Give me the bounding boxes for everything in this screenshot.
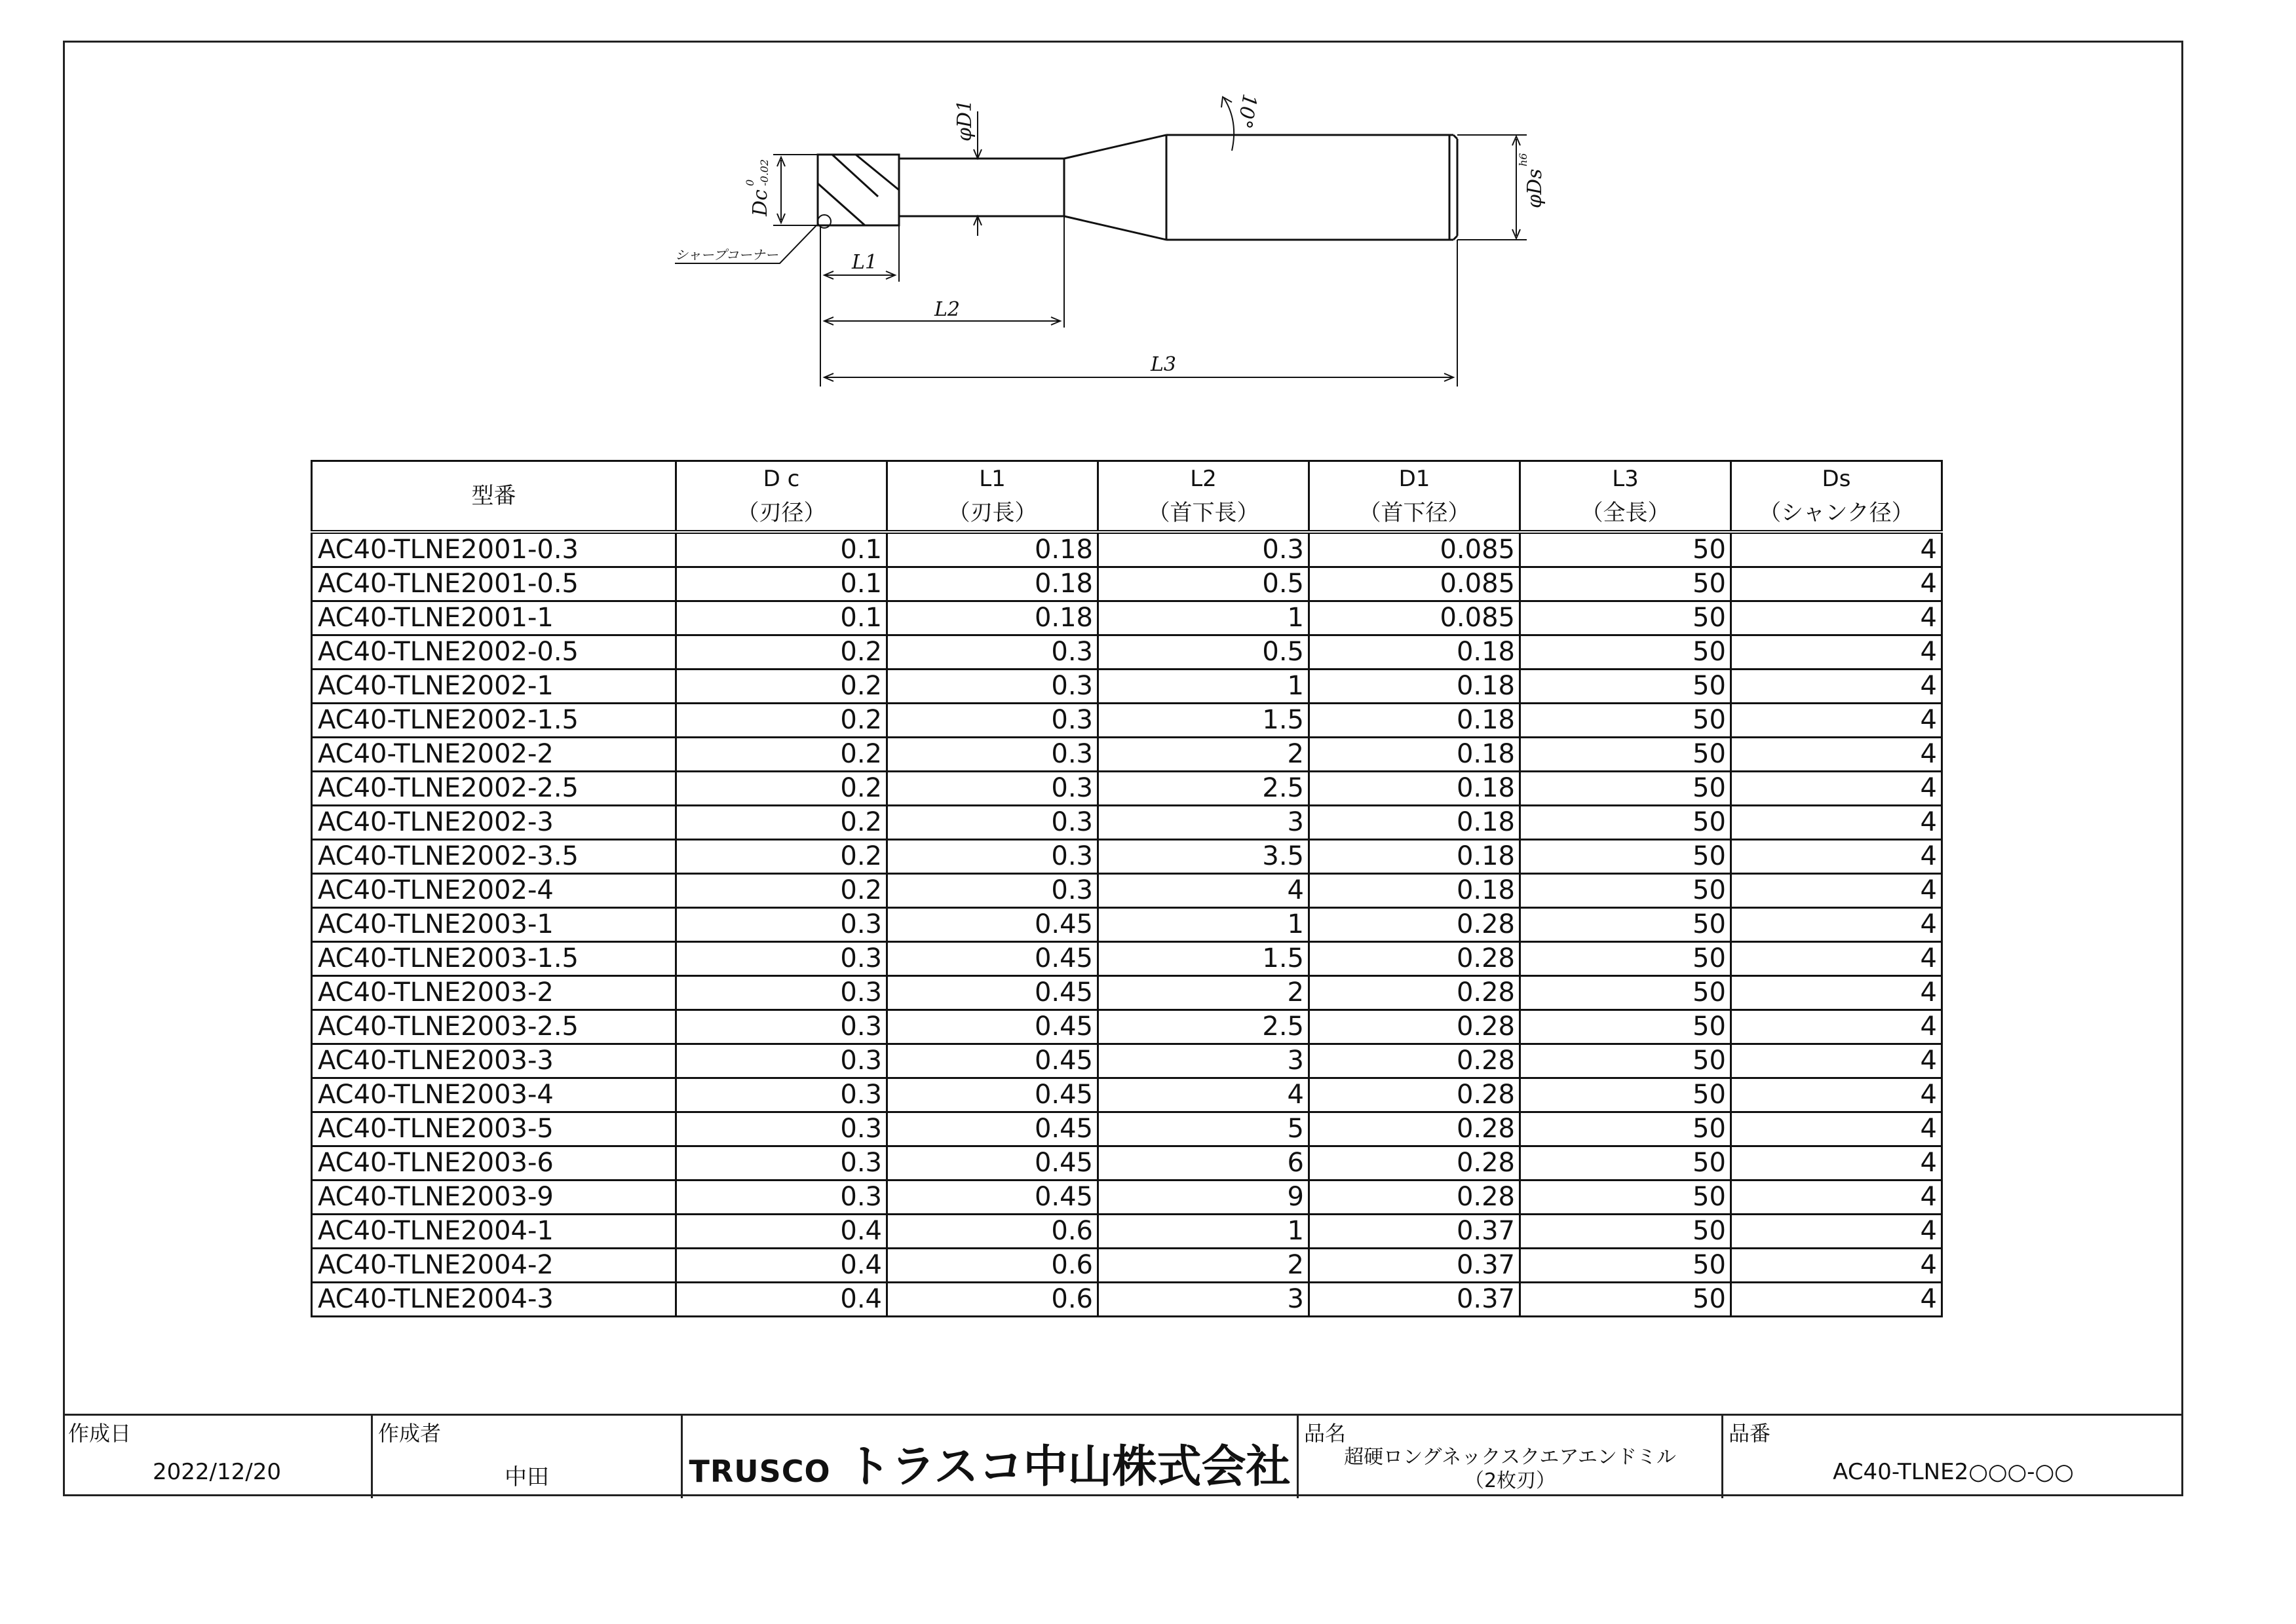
dim-l3-label: L3 bbox=[1151, 353, 1177, 376]
dim-d1-label: φD1 bbox=[953, 99, 976, 142]
column-header-sub: （全長） bbox=[1580, 500, 1670, 526]
column-header bbox=[1520, 461, 1731, 533]
table-cell: 4 bbox=[1098, 1078, 1309, 1112]
model-number-cell: AC40-TLNE2003-6 bbox=[312, 1146, 676, 1180]
spec-table bbox=[311, 460, 1943, 1317]
table-cell: 5 bbox=[1098, 1112, 1309, 1146]
table-cell: 0.3 bbox=[676, 976, 887, 1010]
table-cell: 4 bbox=[1731, 670, 1942, 704]
created-date-cell bbox=[63, 1416, 373, 1498]
table-cell: 3 bbox=[1098, 1283, 1309, 1317]
model-number-cell: AC40-TLNE2003-1 bbox=[312, 908, 676, 942]
table-cell: 50 bbox=[1520, 874, 1731, 908]
table-cell: 0.18 bbox=[887, 567, 1098, 601]
model-number-cell: AC40-TLNE2002-0.5 bbox=[312, 635, 676, 670]
table-cell: 50 bbox=[1520, 567, 1731, 601]
column-header-sub: （首下径） bbox=[1358, 500, 1470, 526]
table-row bbox=[312, 976, 1942, 1010]
table-cell: 0.3 bbox=[887, 806, 1098, 840]
table-cell: 50 bbox=[1520, 1146, 1731, 1180]
table-cell: 0.45 bbox=[887, 1010, 1098, 1044]
product-name-cell bbox=[1299, 1416, 1723, 1498]
table-cell: 0.3 bbox=[887, 772, 1098, 806]
table-cell: 3 bbox=[1098, 1044, 1309, 1078]
table-row bbox=[312, 1180, 1942, 1215]
table-cell: 0.18 bbox=[1309, 635, 1520, 670]
table-cell: 50 bbox=[1520, 908, 1731, 942]
part-number-cell bbox=[1723, 1416, 2183, 1498]
model-number-cell: AC40-TLNE2004-3 bbox=[312, 1283, 676, 1317]
table-cell: 50 bbox=[1520, 1112, 1731, 1146]
model-number-cell: AC40-TLNE2004-1 bbox=[312, 1215, 676, 1249]
table-cell: 0.28 bbox=[1309, 1078, 1520, 1112]
table-row bbox=[312, 1146, 1942, 1180]
table-cell: 0.18 bbox=[887, 532, 1098, 567]
column-header-sub: （刃径） bbox=[737, 500, 826, 526]
table-cell: 0.45 bbox=[887, 1112, 1098, 1146]
table-cell: 4 bbox=[1731, 976, 1942, 1010]
column-header bbox=[312, 461, 676, 533]
table-cell: 0.6 bbox=[887, 1215, 1098, 1249]
table-cell: 4 bbox=[1731, 601, 1942, 635]
table-cell: 0.085 bbox=[1309, 532, 1520, 567]
table-cell: 0.3 bbox=[676, 1044, 887, 1078]
table-cell: 2 bbox=[1098, 1249, 1309, 1283]
table-cell: 4 bbox=[1731, 942, 1942, 976]
model-number-cell: AC40-TLNE2003-1.5 bbox=[312, 942, 676, 976]
model-number-cell: AC40-TLNE2004-2 bbox=[312, 1249, 676, 1283]
column-header-main: 型番 bbox=[471, 483, 516, 509]
table-row bbox=[312, 670, 1942, 704]
table-cell: 0.28 bbox=[1309, 976, 1520, 1010]
table-cell: 50 bbox=[1520, 601, 1731, 635]
table-cell: 0.2 bbox=[676, 840, 887, 874]
table-cell: 50 bbox=[1520, 738, 1731, 772]
table-cell: 0.2 bbox=[676, 874, 887, 908]
table-cell: 4 bbox=[1731, 738, 1942, 772]
end-mill-drawing bbox=[0, 0, 2296, 419]
table-cell: 50 bbox=[1520, 840, 1731, 874]
table-cell: 0.18 bbox=[1309, 738, 1520, 772]
table-cell: 0.3 bbox=[676, 1180, 887, 1215]
table-cell: 0.3 bbox=[887, 874, 1098, 908]
table-cell: 0.37 bbox=[1309, 1283, 1520, 1317]
spec-table-body bbox=[312, 532, 1942, 1317]
table-cell: 6 bbox=[1098, 1146, 1309, 1180]
table-cell: 0.45 bbox=[887, 908, 1098, 942]
table-cell: 0.3 bbox=[676, 1078, 887, 1112]
table-cell: 0.3 bbox=[887, 704, 1098, 738]
table-cell: 0.6 bbox=[887, 1249, 1098, 1283]
product-name-line1: 超硬ロングネックスクエアエンドミル bbox=[1344, 1446, 1676, 1469]
author-value: 中田 bbox=[505, 1464, 549, 1490]
table-cell: 4 bbox=[1731, 806, 1942, 840]
author-label: 作成者 bbox=[378, 1421, 442, 1446]
table-cell: 1.5 bbox=[1098, 704, 1309, 738]
table-cell: 0.45 bbox=[887, 1078, 1098, 1112]
column-header-sub: （シャンク径） bbox=[1759, 500, 1914, 526]
model-number-cell: AC40-TLNE2003-4 bbox=[312, 1078, 676, 1112]
model-number-cell: AC40-TLNE2003-2.5 bbox=[312, 1010, 676, 1044]
table-cell: 0.2 bbox=[676, 738, 887, 772]
dim-l1-label: L1 bbox=[852, 251, 878, 274]
author-cell bbox=[373, 1416, 683, 1498]
column-header bbox=[676, 461, 887, 533]
table-cell: 2 bbox=[1098, 738, 1309, 772]
table-row bbox=[312, 1112, 1942, 1146]
model-number-cell: AC40-TLNE2002-2.5 bbox=[312, 772, 676, 806]
table-cell: 0.18 bbox=[1309, 704, 1520, 738]
table-cell: 4 bbox=[1731, 1078, 1942, 1112]
model-number-cell: AC40-TLNE2002-4 bbox=[312, 874, 676, 908]
table-cell: 0.45 bbox=[887, 1180, 1098, 1215]
table-cell: 0.4 bbox=[676, 1215, 887, 1249]
part-number-value: AC40-TLNE2○○○-○○ bbox=[1833, 1459, 2074, 1485]
table-cell: 50 bbox=[1520, 1044, 1731, 1078]
table-cell: 0.37 bbox=[1309, 1215, 1520, 1249]
model-number-cell: AC40-TLNE2001-0.5 bbox=[312, 567, 676, 601]
created-date-label: 作成日 bbox=[68, 1421, 132, 1446]
table-cell: 4 bbox=[1731, 1146, 1942, 1180]
column-header bbox=[1309, 461, 1520, 533]
column-header-main: Ds bbox=[1822, 466, 1851, 492]
table-row bbox=[312, 806, 1942, 840]
table-cell: 4 bbox=[1731, 1180, 1942, 1215]
table-cell: 0.28 bbox=[1309, 908, 1520, 942]
table-cell: 4 bbox=[1731, 635, 1942, 670]
table-cell: 0.45 bbox=[887, 976, 1098, 1010]
table-cell: 0.18 bbox=[1309, 772, 1520, 806]
dim-dc-tol-lower: -0.02 bbox=[758, 159, 771, 186]
table-cell: 0.3 bbox=[676, 908, 887, 942]
table-row bbox=[312, 942, 1942, 976]
company-name: トラスコ中山株式会社 bbox=[846, 1441, 1291, 1493]
table-cell: 0.3 bbox=[676, 1112, 887, 1146]
table-row bbox=[312, 601, 1942, 635]
dim-dc-label: Dc bbox=[749, 189, 772, 216]
table-cell: 4 bbox=[1731, 840, 1942, 874]
table-cell: 0.45 bbox=[887, 1044, 1098, 1078]
model-number-cell: AC40-TLNE2002-3 bbox=[312, 806, 676, 840]
table-cell: 0.18 bbox=[887, 601, 1098, 635]
table-cell: 50 bbox=[1520, 1283, 1731, 1317]
table-cell: 50 bbox=[1520, 670, 1731, 704]
table-cell: 50 bbox=[1520, 1215, 1731, 1249]
table-cell: 4 bbox=[1731, 874, 1942, 908]
column-header bbox=[887, 461, 1098, 533]
table-cell: 0.18 bbox=[1309, 670, 1520, 704]
table-row bbox=[312, 772, 1942, 806]
table-cell: 50 bbox=[1520, 1180, 1731, 1215]
table-cell: 0.3 bbox=[887, 670, 1098, 704]
table-cell: 1 bbox=[1098, 908, 1309, 942]
table-cell: 4 bbox=[1731, 567, 1942, 601]
table-cell: 4 bbox=[1731, 532, 1942, 567]
created-date-value: 2022/12/20 bbox=[153, 1459, 281, 1485]
dim-ds-label: φDs bbox=[1523, 168, 1546, 208]
table-row bbox=[312, 1010, 1942, 1044]
table-cell: 50 bbox=[1520, 704, 1731, 738]
table-row bbox=[312, 704, 1942, 738]
table-row bbox=[312, 1215, 1942, 1249]
model-number-cell: AC40-TLNE2002-2 bbox=[312, 738, 676, 772]
table-cell: 0.28 bbox=[1309, 1044, 1520, 1078]
table-cell: 0.6 bbox=[887, 1283, 1098, 1317]
table-cell: 0.085 bbox=[1309, 601, 1520, 635]
table-cell: 0.18 bbox=[1309, 806, 1520, 840]
table-cell: 4 bbox=[1731, 1044, 1942, 1078]
table-row bbox=[312, 908, 1942, 942]
table-cell: 4 bbox=[1731, 908, 1942, 942]
table-cell: 50 bbox=[1520, 1078, 1731, 1112]
table-cell: 1.5 bbox=[1098, 942, 1309, 976]
table-cell: 3 bbox=[1098, 806, 1309, 840]
model-number-cell: AC40-TLNE2003-2 bbox=[312, 976, 676, 1010]
part-number-label: 品番 bbox=[1729, 1421, 1771, 1446]
table-cell: 0.4 bbox=[676, 1283, 887, 1317]
table-cell: 0.4 bbox=[676, 1249, 887, 1283]
table-cell: 0.3 bbox=[676, 1146, 887, 1180]
table-cell: 4 bbox=[1731, 1010, 1942, 1044]
table-cell: 0.085 bbox=[1309, 567, 1520, 601]
table-cell: 50 bbox=[1520, 942, 1731, 976]
table-cell: 0.2 bbox=[676, 772, 887, 806]
column-header-main: L1 bbox=[979, 466, 1006, 492]
dim-dc-tol-upper: 0 bbox=[744, 179, 756, 186]
table-row bbox=[312, 1044, 1942, 1078]
product-name-line2: （2枚刃） bbox=[1464, 1469, 1556, 1492]
table-cell: 50 bbox=[1520, 532, 1731, 567]
sharp-corner-label: シャープコーナー bbox=[675, 247, 778, 263]
column-header bbox=[1098, 461, 1309, 533]
model-number-cell: AC40-TLNE2002-3.5 bbox=[312, 840, 676, 874]
table-cell: 2 bbox=[1098, 976, 1309, 1010]
table-row bbox=[312, 874, 1942, 908]
table-row bbox=[312, 635, 1942, 670]
table-cell: 0.28 bbox=[1309, 1010, 1520, 1044]
table-cell: 0.18 bbox=[1309, 840, 1520, 874]
table-cell: 4 bbox=[1731, 1283, 1942, 1317]
table-cell: 0.1 bbox=[676, 601, 887, 635]
table-cell: 0.2 bbox=[676, 635, 887, 670]
column-header-sub: （首下長） bbox=[1147, 500, 1259, 526]
table-cell: 0.28 bbox=[1309, 1146, 1520, 1180]
table-cell: 0.28 bbox=[1309, 1112, 1520, 1146]
column-header-main: L2 bbox=[1190, 466, 1217, 492]
model-number-cell: AC40-TLNE2002-1.5 bbox=[312, 704, 676, 738]
table-cell: 2.5 bbox=[1098, 772, 1309, 806]
table-cell: 50 bbox=[1520, 976, 1731, 1010]
table-cell: 3.5 bbox=[1098, 840, 1309, 874]
table-cell: 0.2 bbox=[676, 806, 887, 840]
table-cell: 0.3 bbox=[887, 840, 1098, 874]
spec-table-header bbox=[312, 461, 1942, 533]
table-cell: 0.3 bbox=[887, 738, 1098, 772]
column-header-main: D c bbox=[763, 466, 800, 492]
table-row bbox=[312, 532, 1942, 567]
company-logo bbox=[683, 1431, 1297, 1495]
table-cell: 0.28 bbox=[1309, 942, 1520, 976]
table-cell: 0.2 bbox=[676, 670, 887, 704]
table-cell: 0.1 bbox=[676, 532, 887, 567]
table-cell: 0.18 bbox=[1309, 874, 1520, 908]
table-cell: 50 bbox=[1520, 772, 1731, 806]
model-number-cell: AC40-TLNE2003-9 bbox=[312, 1180, 676, 1215]
table-cell: 0.3 bbox=[1098, 532, 1309, 567]
brand-name: TRUSCO bbox=[689, 1454, 831, 1489]
table-cell: 1 bbox=[1098, 601, 1309, 635]
table-cell: 0.3 bbox=[887, 635, 1098, 670]
model-number-cell: AC40-TLNE2003-5 bbox=[312, 1112, 676, 1146]
table-cell: 2.5 bbox=[1098, 1010, 1309, 1044]
table-cell: 50 bbox=[1520, 635, 1731, 670]
table-row bbox=[312, 738, 1942, 772]
table-cell: 0.2 bbox=[676, 704, 887, 738]
table-row bbox=[312, 840, 1942, 874]
table-cell: 4 bbox=[1098, 874, 1309, 908]
title-block bbox=[63, 1414, 2183, 1498]
table-cell: 0.37 bbox=[1309, 1249, 1520, 1283]
table-row bbox=[312, 1249, 1942, 1283]
model-number-cell: AC40-TLNE2001-0.3 bbox=[312, 532, 676, 567]
dim-l2-label: L2 bbox=[934, 298, 961, 321]
table-cell: 1 bbox=[1098, 670, 1309, 704]
table-cell: 4 bbox=[1731, 704, 1942, 738]
column-header-sub: （刃長） bbox=[947, 500, 1037, 526]
table-cell: 4 bbox=[1731, 1249, 1942, 1283]
column-header bbox=[1731, 461, 1942, 533]
column-header-main: L3 bbox=[1612, 466, 1639, 492]
table-cell: 0.28 bbox=[1309, 1180, 1520, 1215]
table-cell: 50 bbox=[1520, 1249, 1731, 1283]
table-cell: 0.3 bbox=[676, 1010, 887, 1044]
product-name-label: 品名 bbox=[1304, 1421, 1347, 1446]
table-cell: 4 bbox=[1731, 1112, 1942, 1146]
model-number-cell: AC40-TLNE2003-3 bbox=[312, 1044, 676, 1078]
table-cell: 4 bbox=[1731, 772, 1942, 806]
table-cell: 9 bbox=[1098, 1180, 1309, 1215]
table-cell: 0.5 bbox=[1098, 567, 1309, 601]
table-row bbox=[312, 1283, 1942, 1317]
table-row bbox=[312, 567, 1942, 601]
table-cell: 0.3 bbox=[676, 942, 887, 976]
model-number-cell: AC40-TLNE2002-1 bbox=[312, 670, 676, 704]
dim-ds-tol: h6 bbox=[1517, 153, 1529, 166]
cutting-head bbox=[818, 155, 899, 225]
table-cell: 50 bbox=[1520, 806, 1731, 840]
angle-label: 10° bbox=[1232, 92, 1261, 131]
table-cell: 0.1 bbox=[676, 567, 887, 601]
table-cell: 0.45 bbox=[887, 942, 1098, 976]
table-cell: 50 bbox=[1520, 1010, 1731, 1044]
table-cell: 4 bbox=[1731, 1215, 1942, 1249]
model-number-cell: AC40-TLNE2001-1 bbox=[312, 601, 676, 635]
table-cell: 0.5 bbox=[1098, 635, 1309, 670]
company-cell bbox=[683, 1416, 1299, 1498]
column-header-main: D1 bbox=[1398, 466, 1430, 492]
table-cell: 0.45 bbox=[887, 1146, 1098, 1180]
table-row bbox=[312, 1078, 1942, 1112]
table-cell: 1 bbox=[1098, 1215, 1309, 1249]
